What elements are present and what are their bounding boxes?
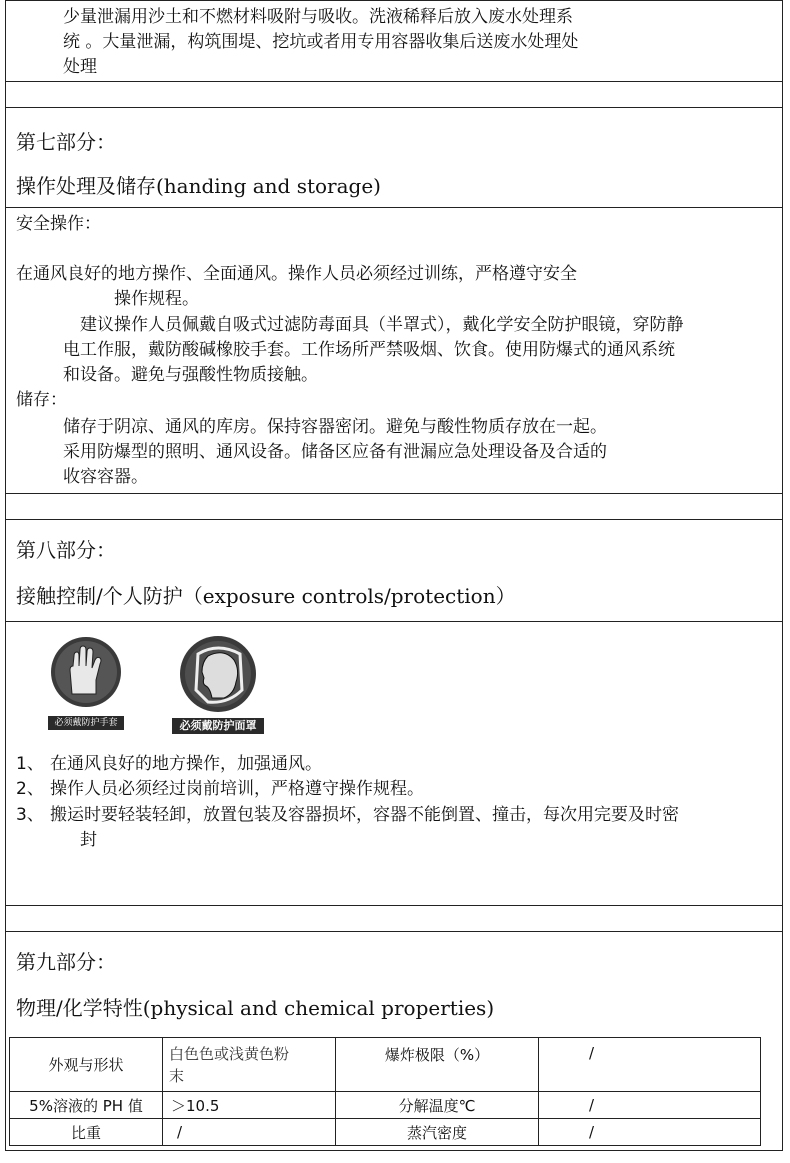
gloves-sign — [46, 634, 126, 734]
safety-line-1: 在通风良好的地方操作、全面通风。操作人员必须经过训练，严格遵守安全 — [16, 264, 577, 284]
section6-line-1: 少量泄漏用沙土和不燃材料吸附与吸收。洗液稀释后放入废水处理系 — [63, 7, 573, 27]
face-shield-sign-caption: 必须戴防护面罩 — [179, 719, 257, 732]
protection-item-2-text: 操作人员必须经过岗前培训，严格遵守操作规程。 — [50, 779, 424, 799]
prop-label-decomposition-temp: 分解温度℃ — [336, 1092, 539, 1119]
section8-header-cell — [5, 520, 783, 622]
section9-title: 物理/化学特性(physical and chemical properties) — [16, 996, 495, 1020]
prop-value-explosion-limit: / — [539, 1038, 761, 1092]
safety-heading: 安全操作： — [16, 214, 101, 234]
gloves-sign-caption: 必须戴防护手套 — [54, 718, 118, 728]
prop-value-decomposition-temp: / — [539, 1092, 761, 1119]
section8-body-cell — [5, 622, 783, 906]
protection-item-2-num: 2、 — [16, 779, 44, 799]
section8-part-label: 第八部分： — [16, 538, 116, 562]
section7-title: 操作处理及储存(handing and storage) — [16, 174, 381, 198]
prop-value-specific-gravity: / — [163, 1119, 336, 1146]
protection-item-3-cont: 封 — [80, 830, 97, 850]
section7-header-cell — [5, 108, 783, 208]
section6-tail-cell — [5, 0, 783, 82]
protection-item-1-text: 在通风良好的地方操作，加强通风。 — [50, 754, 322, 774]
storage-line-1: 储存于阴凉、通风的库房。保持容器密闭。避免与酸性物质存放在一起。 — [63, 417, 607, 437]
prop-label-specific-gravity: 比重 — [10, 1119, 163, 1146]
section7-body-cell — [5, 208, 783, 494]
safety-line-2: 操作规程。 — [114, 289, 199, 309]
section6-line-3: 处理 — [63, 57, 97, 77]
section9-part-label: 第九部分： — [16, 950, 116, 974]
prop-label-ph: 5%溶液的 PH 值 — [10, 1092, 163, 1119]
table-row — [10, 1119, 761, 1146]
spacer-row — [5, 82, 783, 108]
prop-value-ph: ＞10.5 — [163, 1092, 336, 1119]
table-row — [10, 1092, 761, 1119]
msds-document — [5, 0, 783, 1151]
protection-item-3-num: 3、 — [16, 805, 44, 825]
prop-label-appearance: 外观与形状 — [10, 1038, 163, 1092]
prop-value-vapor-density: / — [539, 1119, 761, 1146]
section8-title: 接触控制/个人防护（exposure controls/protection） — [16, 584, 516, 608]
storage-line-2: 采用防爆型的照明、通风设备。储备区应备有泄漏应急处理设备及合适的 — [63, 442, 607, 462]
safety-line-3: 建议操作人员佩戴自吸式过滤防毒面具（半罩式），戴化学安全防护眼镜，穿防静 — [80, 315, 684, 335]
protection-item-3-text: 搬运时要轻装轻卸，放置包装及容器损坏，容器不能倒置、撞击，每次用完要及时密 — [50, 805, 679, 825]
safety-line-4: 电工作服，戴防酸碱橡胶手套。工作场所严禁吸烟、饮食。使用防爆式的通风系统 — [63, 340, 675, 360]
prop-value-appearance — [163, 1038, 336, 1092]
prop-label-explosion-limit: 爆炸极限（%） — [336, 1038, 539, 1092]
section6-line-2: 统 。大量泄漏，构筑围堤、挖坑或者用专用容器收集后送废水处理处 — [63, 32, 579, 52]
safety-line-5: 和设备。避免与强酸性物质接触。 — [63, 365, 318, 385]
face-shield-sign — [168, 632, 268, 736]
protection-item-1-num: 1、 — [16, 754, 44, 774]
section7-part-label: 第七部分： — [16, 130, 116, 154]
spacer-row — [5, 906, 783, 932]
table-row — [10, 1038, 761, 1092]
storage-line-3: 收容容器。 — [63, 467, 148, 487]
prop-value-appearance-line-2: 末 — [169, 1066, 185, 1085]
storage-heading: 储存： — [16, 390, 67, 410]
prop-label-vapor-density: 蒸汽密度 — [336, 1119, 539, 1146]
spacer-row — [5, 494, 783, 520]
prop-value-appearance-line-1: 白色色或浅黄色粉 — [169, 1044, 290, 1063]
properties-table — [9, 1037, 761, 1146]
